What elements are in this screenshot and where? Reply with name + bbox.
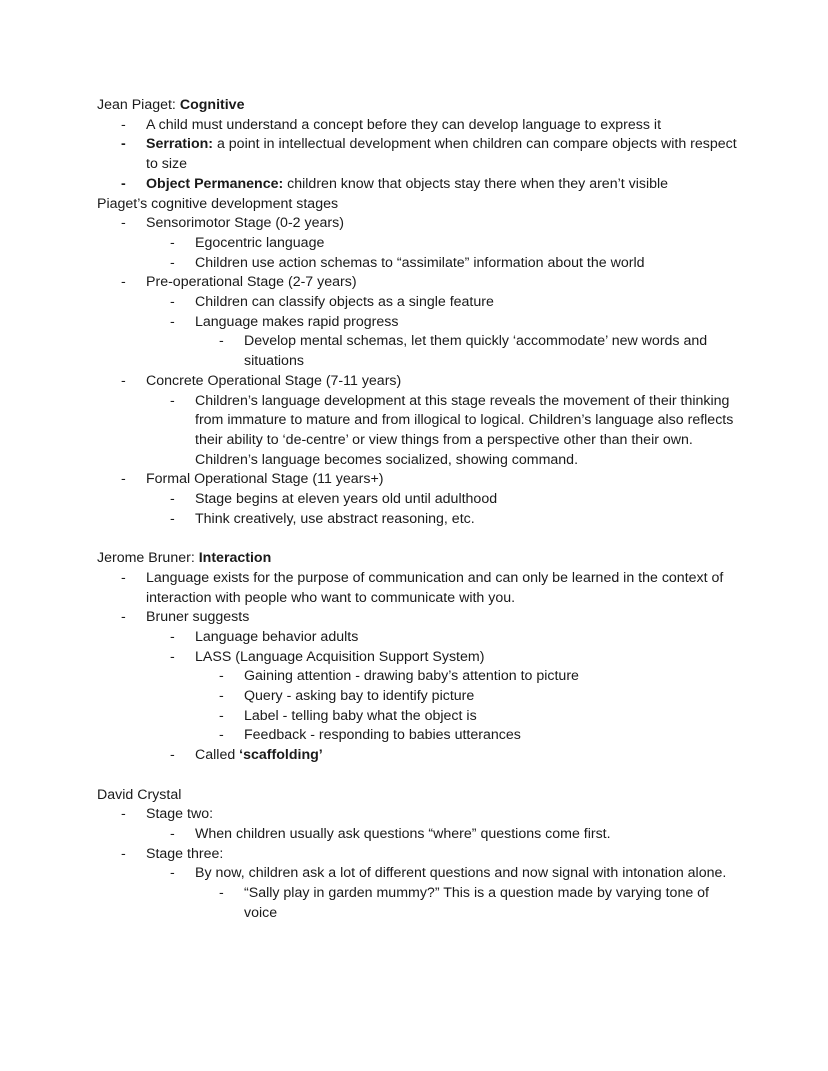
list-item: - Language makes rapid progress — [170, 313, 399, 330]
list-item: - Stage two: — [121, 806, 214, 823]
list-item: - Gaining attention - drawing baby’s attention to picture — [219, 668, 579, 685]
list-item: - Stage three: — [121, 845, 224, 862]
spacer — [97, 766, 737, 786]
list-item: - Children use action schemas to “assimilate” information about the world — [170, 254, 645, 271]
list-item: - When children usually ask questions “where” questions come first. — [170, 825, 611, 842]
list-item: - Serration: a point in intellectual development when children can compare objects with respect to size — [121, 136, 737, 173]
bruner-heading: Jerome Bruner: Interaction — [97, 550, 272, 567]
crystal-heading: David Crystal — [97, 786, 182, 803]
list-item: - Pre-operational Stage (2-7 years) — [121, 274, 357, 291]
list-item: - Label - telling baby what the object is — [219, 707, 477, 724]
list-item: - Sensorimotor Stage (0-2 years) — [121, 215, 344, 232]
list-item: - A child must understand a concept before they can develop language to express it — [121, 116, 662, 133]
list-item: - Think creatively, use abstract reasoning, etc. — [170, 510, 475, 527]
list-item: - Children can classify objects as a single feature — [170, 294, 494, 311]
list-item: - Concrete Operational Stage (7-11 years) — [121, 372, 402, 389]
list-item: - Formal Operational Stage (11 years+) — [121, 471, 384, 488]
list-item: - Egocentric language — [170, 234, 325, 251]
piaget-heading: Jean Piaget: Cognitive — [97, 97, 245, 113]
list-item: - Stage begins at eleven years old until adulthood — [170, 491, 498, 508]
list-item: - Feedback - responding to babies utterances — [219, 727, 521, 744]
list-item: - Called ‘scaffolding’ — [170, 747, 323, 764]
list-item: - Children’s language development at this stage reveals the movement of their thinking from immature to mature and from illogical to logical. Children’s language also reflects their ability to ‘de-centre’ or view things from a perspective other than their own. Children’s language becomes socialized, showing command. — [170, 392, 734, 468]
piaget-stages-heading: Piaget’s cognitive development stages — [97, 195, 339, 212]
list-item: - Object Permanence: children know that objects stay there when they aren’t visible — [121, 175, 669, 192]
list-item: - Language exists for the purpose of communication and can only be learned in the context of interaction with people who want to communicate with you. — [121, 569, 724, 606]
list-item: - Develop mental schemas, let them quickly ‘accommodate’ new words and situations — [219, 333, 708, 370]
list-item: - Language behavior adults — [170, 628, 359, 645]
list-item: - Query - asking bay to identify picture — [219, 688, 475, 705]
list-item: - LASS (Language Acquisition Support System) — [170, 648, 485, 665]
list-item: - Bruner suggests — [121, 609, 250, 626]
list-item: - By now, children ask a lot of different questions and now signal with intonation alone. — [170, 865, 727, 882]
notes-body — [97, 96, 737, 924]
list-item: - “Sally play in garden mummy?” This is a question made by varying tone of voice — [219, 885, 709, 921]
spacer — [97, 529, 737, 549]
